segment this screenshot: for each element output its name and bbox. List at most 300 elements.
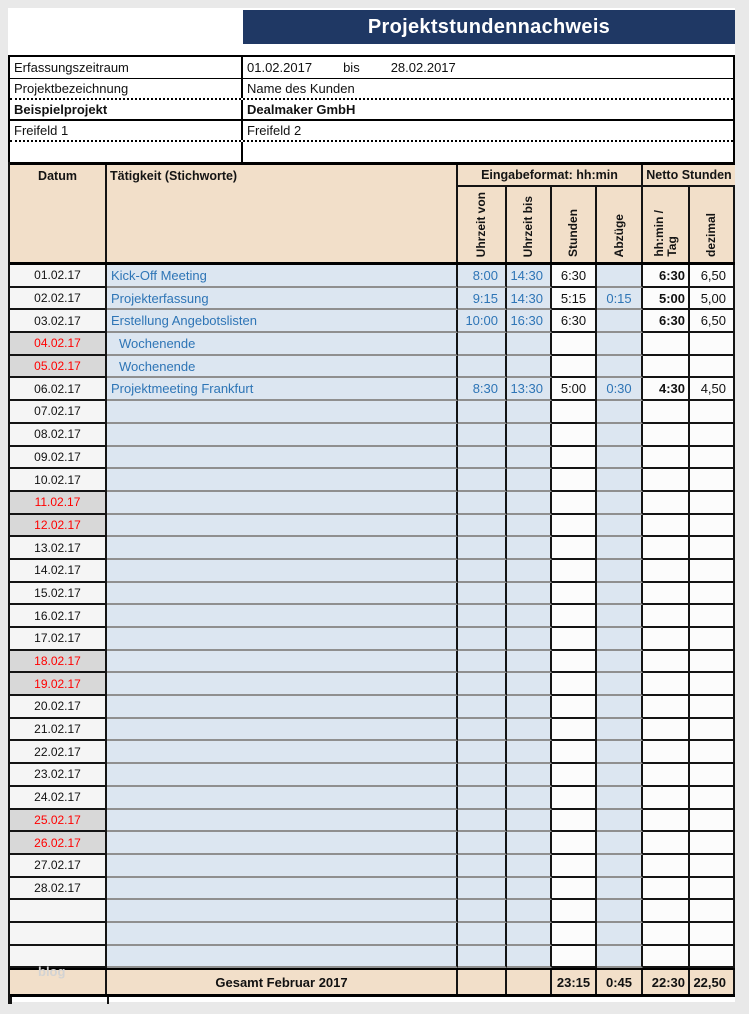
activity-cell[interactable] xyxy=(107,651,458,674)
time-to-cell[interactable] xyxy=(507,628,552,651)
activity-cell[interactable] xyxy=(107,923,458,946)
date-cell: 05.02.17 xyxy=(10,356,107,379)
hours-cell xyxy=(552,333,597,356)
info-row-freefields xyxy=(10,121,733,142)
net-time-cell xyxy=(643,696,690,719)
deduction-cell[interactable] xyxy=(597,764,643,787)
footer-to-cell xyxy=(507,970,552,994)
time-to-cell[interactable]: 16:30 xyxy=(507,310,552,333)
net-time-cell xyxy=(643,810,690,833)
hours-cell xyxy=(552,719,597,742)
activity-cell[interactable] xyxy=(107,832,458,855)
table-row xyxy=(10,923,735,946)
net-time-cell: 5:00 xyxy=(643,288,690,311)
deduction-cell[interactable] xyxy=(597,537,643,560)
footer-hours-total: 23:15 xyxy=(552,970,597,994)
free-field-1[interactable]: Freifeld 1 xyxy=(10,121,243,140)
time-from-cell[interactable] xyxy=(458,923,507,946)
time-from-cell[interactable] xyxy=(458,628,507,651)
date-cell: 04.02.17 xyxy=(10,333,107,356)
activity-cell[interactable] xyxy=(107,447,458,470)
header-col-decimal: dezimal xyxy=(690,187,735,262)
time-from-cell[interactable] xyxy=(458,401,507,424)
decimal-cell xyxy=(690,764,735,787)
footer-from-cell xyxy=(458,970,507,994)
header-net-group: Netto Stunden xyxy=(643,165,735,187)
info-row-empty xyxy=(10,142,733,162)
net-time-cell: 4:30 xyxy=(643,378,690,401)
net-time-cell xyxy=(643,583,690,606)
decimal-cell xyxy=(690,855,735,878)
deduction-cell[interactable]: 0:30 xyxy=(597,378,643,401)
decimal-cell xyxy=(690,696,735,719)
deduction-cell[interactable] xyxy=(597,310,643,333)
decimal-cell xyxy=(690,356,735,379)
time-to-cell[interactable] xyxy=(507,560,552,583)
page-title-text: Projektstundennachweis xyxy=(367,15,611,38)
deduction-cell[interactable] xyxy=(597,651,643,674)
date-cell: 15.02.17 xyxy=(10,583,107,606)
time-from-cell[interactable] xyxy=(458,719,507,742)
hours-cell xyxy=(552,605,597,628)
net-time-cell: 6:30 xyxy=(643,310,690,333)
date-cell: 22.02.17 xyxy=(10,741,107,764)
date-cell: 16.02.17 xyxy=(10,605,107,628)
time-from-cell[interactable] xyxy=(458,356,507,379)
hours-cell xyxy=(552,515,597,538)
date-cell: 09.02.17 xyxy=(10,447,107,470)
time-to-cell[interactable] xyxy=(507,832,552,855)
time-to-cell[interactable] xyxy=(507,900,552,923)
time-to-cell[interactable] xyxy=(507,447,552,470)
deduction-cell[interactable] xyxy=(597,810,643,833)
period-start[interactable]: 01.02.2017 xyxy=(247,60,313,75)
table-row xyxy=(10,310,735,333)
activity-cell[interactable] xyxy=(107,469,458,492)
header-activity-spacer xyxy=(107,187,458,262)
hours-cell xyxy=(552,537,597,560)
table-row xyxy=(10,900,735,923)
date-cell: 19.02.17 xyxy=(10,673,107,696)
info-row-period xyxy=(10,57,733,79)
date-cell: 12.02.17 xyxy=(10,515,107,538)
net-time-cell xyxy=(643,946,690,969)
net-time-cell xyxy=(643,356,690,379)
decimal-cell xyxy=(690,605,735,628)
decimal-cell xyxy=(690,741,735,764)
deduction-cell[interactable] xyxy=(597,469,643,492)
date-cell: 07.02.17 xyxy=(10,401,107,424)
activity-cell[interactable] xyxy=(107,515,458,538)
activity-cell[interactable] xyxy=(107,764,458,787)
decimal-cell xyxy=(690,583,735,606)
activity-cell[interactable] xyxy=(107,583,458,606)
time-to-cell[interactable] xyxy=(507,356,552,379)
time-from-cell[interactable] xyxy=(458,447,507,470)
decimal-cell xyxy=(690,333,735,356)
info-row-example xyxy=(10,100,733,121)
activity-cell[interactable]: Kick-Off Meeting xyxy=(107,265,458,288)
header-col-net: hh:min / Tag xyxy=(643,187,690,262)
net-time-cell xyxy=(643,605,690,628)
hours-cell xyxy=(552,946,597,969)
table-row xyxy=(10,855,735,878)
activity-cell[interactable] xyxy=(107,878,458,901)
activity-cell[interactable]: Projektmeeting Frankfurt xyxy=(107,378,458,401)
decimal-cell xyxy=(690,447,735,470)
decimal-cell: 4,50 xyxy=(690,378,735,401)
net-time-cell xyxy=(643,878,690,901)
deduction-cell[interactable] xyxy=(597,741,643,764)
table-footer xyxy=(10,968,735,997)
net-time-cell xyxy=(643,923,690,946)
date-cell xyxy=(10,923,107,946)
deduction-cell[interactable] xyxy=(597,560,643,583)
hours-cell xyxy=(552,401,597,424)
time-from-cell[interactable] xyxy=(458,741,507,764)
hours-cell xyxy=(552,741,597,764)
deduction-cell[interactable] xyxy=(597,946,643,969)
deduction-cell[interactable] xyxy=(597,696,643,719)
activity-cell[interactable] xyxy=(107,855,458,878)
time-to-cell[interactable] xyxy=(507,605,552,628)
date-cell xyxy=(10,900,107,923)
time-to-cell[interactable] xyxy=(507,515,552,538)
activity-cell[interactable] xyxy=(107,537,458,560)
hours-cell xyxy=(552,424,597,447)
table-row xyxy=(10,946,735,969)
table-row xyxy=(10,401,735,424)
time-from-cell[interactable] xyxy=(458,673,507,696)
table-row xyxy=(10,515,735,538)
date-cell: 11.02.17 xyxy=(10,492,107,515)
time-to-cell[interactable] xyxy=(507,492,552,515)
header-date-spacer xyxy=(10,187,107,262)
net-time-cell xyxy=(643,651,690,674)
time-to-cell[interactable] xyxy=(507,469,552,492)
time-to-cell[interactable] xyxy=(507,673,552,696)
time-from-cell[interactable] xyxy=(458,537,507,560)
table-row xyxy=(10,447,735,470)
header-date: Datum xyxy=(10,165,107,187)
decimal-cell xyxy=(690,492,735,515)
activity-cell[interactable] xyxy=(107,492,458,515)
time-to-cell[interactable] xyxy=(507,651,552,674)
activity-cell[interactable] xyxy=(107,401,458,424)
decimal-cell xyxy=(690,787,735,810)
time-from-cell[interactable] xyxy=(458,764,507,787)
time-from-cell[interactable] xyxy=(458,787,507,810)
decimal-cell xyxy=(690,878,735,901)
time-to-cell[interactable] xyxy=(507,855,552,878)
date-cell: 13.02.17 xyxy=(10,537,107,560)
net-time-cell xyxy=(643,764,690,787)
deduction-cell[interactable] xyxy=(597,900,643,923)
net-time-cell xyxy=(643,900,690,923)
table-row xyxy=(10,605,735,628)
project-label: Projektbezeichnung xyxy=(10,79,243,98)
decimal-cell xyxy=(690,560,735,583)
date-cell: 23.02.17 xyxy=(10,764,107,787)
header-col-hours: Stunden xyxy=(552,187,597,262)
net-time-cell xyxy=(643,741,690,764)
decimal-cell: 5,00 xyxy=(690,288,735,311)
decimal-cell xyxy=(690,424,735,447)
deduction-cell[interactable]: 0:15 xyxy=(597,288,643,311)
activity-cell[interactable] xyxy=(107,560,458,583)
decimal-cell xyxy=(690,923,735,946)
decimal-cell: 6,50 xyxy=(690,265,735,288)
period-end[interactable]: 28.02.2017 xyxy=(390,60,456,75)
timesheet-page xyxy=(8,8,735,1002)
activity-cell[interactable]: Erstellung Angebotslisten xyxy=(107,310,458,333)
hours-cell xyxy=(552,810,597,833)
deduction-cell[interactable] xyxy=(597,878,643,901)
activity-cell[interactable] xyxy=(107,628,458,651)
activity-cell[interactable] xyxy=(107,900,458,923)
period-label: Erfassungszeitraum xyxy=(10,57,243,78)
time-from-cell[interactable]: 8:30 xyxy=(458,378,507,401)
period-separator: bis xyxy=(343,60,360,75)
time-to-cell[interactable] xyxy=(507,424,552,447)
hours-cell xyxy=(552,651,597,674)
date-cell: 02.02.17 xyxy=(10,288,107,311)
activity-cell[interactable]: Projekterfassung xyxy=(107,288,458,311)
deduction-cell[interactable] xyxy=(597,447,643,470)
watermark-text: blog xyxy=(38,964,66,979)
hours-cell: 5:15 xyxy=(552,288,597,311)
column-border-remnant xyxy=(107,997,109,1004)
date-cell: 01.02.17 xyxy=(10,265,107,288)
time-to-cell[interactable] xyxy=(507,401,552,424)
activity-cell[interactable] xyxy=(107,696,458,719)
decimal-cell xyxy=(690,832,735,855)
decimal-cell xyxy=(690,401,735,424)
date-cell: 03.02.17 xyxy=(10,310,107,333)
date-cell: 17.02.17 xyxy=(10,628,107,651)
deduction-cell[interactable] xyxy=(597,333,643,356)
header-col-to: Uhrzeit bis xyxy=(507,187,552,262)
deduction-cell[interactable] xyxy=(597,855,643,878)
date-cell: 25.02.17 xyxy=(10,810,107,833)
net-time-cell xyxy=(643,855,690,878)
time-to-cell[interactable] xyxy=(507,583,552,606)
table-row xyxy=(10,719,735,742)
hours-cell xyxy=(552,628,597,651)
time-from-cell[interactable] xyxy=(458,333,507,356)
date-cell: 08.02.17 xyxy=(10,424,107,447)
time-from-cell[interactable] xyxy=(458,605,507,628)
time-to-cell[interactable] xyxy=(507,787,552,810)
net-time-cell xyxy=(643,719,690,742)
decimal-cell xyxy=(690,628,735,651)
deduction-cell[interactable] xyxy=(597,923,643,946)
net-time-cell xyxy=(643,424,690,447)
time-from-cell[interactable] xyxy=(458,878,507,901)
decimal-cell xyxy=(690,719,735,742)
time-to-cell[interactable]: 13:30 xyxy=(507,378,552,401)
decimal-cell xyxy=(690,810,735,833)
hours-cell xyxy=(552,492,597,515)
time-to-cell[interactable] xyxy=(507,696,552,719)
net-time-cell xyxy=(643,447,690,470)
timesheet-table xyxy=(8,162,735,1004)
table-row xyxy=(10,628,735,651)
deduction-cell[interactable] xyxy=(597,424,643,447)
table-row xyxy=(10,878,735,901)
empty-value-cell xyxy=(243,142,733,162)
decimal-cell: 6,50 xyxy=(690,310,735,333)
hours-cell xyxy=(552,787,597,810)
time-from-cell[interactable] xyxy=(458,900,507,923)
time-from-cell[interactable] xyxy=(458,696,507,719)
time-from-cell[interactable] xyxy=(458,492,507,515)
date-cell: 10.02.17 xyxy=(10,469,107,492)
net-time-cell xyxy=(643,832,690,855)
date-cell: 26.02.17 xyxy=(10,832,107,855)
example-project-label: Beispielprojekt xyxy=(10,100,243,119)
table-bottom-remnant xyxy=(10,997,735,1004)
time-from-cell[interactable] xyxy=(458,832,507,855)
table-row xyxy=(10,333,735,356)
activity-cell[interactable] xyxy=(107,719,458,742)
time-from-cell[interactable]: 10:00 xyxy=(458,310,507,333)
header-col-from: Uhrzeit von xyxy=(458,187,507,262)
deduction-cell[interactable] xyxy=(597,787,643,810)
net-time-cell xyxy=(643,333,690,356)
time-from-cell[interactable] xyxy=(458,515,507,538)
deduction-cell[interactable] xyxy=(597,356,643,379)
example-project-value[interactable]: Dealmaker GmbH xyxy=(247,102,356,117)
net-time-cell: 6:30 xyxy=(643,265,690,288)
table-row xyxy=(10,378,735,401)
time-to-cell[interactable] xyxy=(507,878,552,901)
time-to-cell[interactable]: 14:30 xyxy=(507,288,552,311)
deduction-cell[interactable] xyxy=(597,605,643,628)
net-time-cell xyxy=(643,560,690,583)
time-to-cell[interactable] xyxy=(507,741,552,764)
activity-cell[interactable] xyxy=(107,673,458,696)
table-row xyxy=(10,810,735,833)
time-from-cell[interactable] xyxy=(458,651,507,674)
time-from-cell[interactable] xyxy=(458,855,507,878)
activity-cell[interactable] xyxy=(107,605,458,628)
time-from-cell[interactable] xyxy=(458,424,507,447)
decimal-cell xyxy=(690,651,735,674)
deduction-cell[interactable] xyxy=(597,628,643,651)
activity-cell[interactable] xyxy=(107,810,458,833)
deduction-cell[interactable] xyxy=(597,719,643,742)
time-to-cell[interactable] xyxy=(507,923,552,946)
date-cell: 24.02.17 xyxy=(10,787,107,810)
table-row xyxy=(10,288,735,311)
time-to-cell[interactable] xyxy=(507,764,552,787)
net-time-cell xyxy=(643,515,690,538)
net-time-cell xyxy=(643,469,690,492)
table-row xyxy=(10,265,735,288)
table-row xyxy=(10,492,735,515)
deduction-cell[interactable] xyxy=(597,265,643,288)
table-row xyxy=(10,741,735,764)
date-cell: 20.02.17 xyxy=(10,696,107,719)
decimal-cell xyxy=(690,900,735,923)
activity-cell[interactable] xyxy=(107,741,458,764)
time-to-cell[interactable] xyxy=(507,537,552,560)
decimal-cell xyxy=(690,946,735,969)
deduction-cell[interactable] xyxy=(597,492,643,515)
activity-cell[interactable] xyxy=(107,946,458,969)
time-from-cell[interactable] xyxy=(458,560,507,583)
net-time-cell xyxy=(643,537,690,560)
info-row-project xyxy=(10,79,733,100)
table-row xyxy=(10,583,735,606)
decimal-cell xyxy=(690,673,735,696)
info-block xyxy=(8,55,735,162)
time-to-cell[interactable]: 14:30 xyxy=(507,265,552,288)
footer-decimal-total: 22,50 xyxy=(690,970,735,994)
hours-cell xyxy=(552,878,597,901)
time-from-cell[interactable] xyxy=(458,583,507,606)
activity-cell[interactable]: Wochenende xyxy=(107,333,458,356)
time-from-cell[interactable]: 9:15 xyxy=(458,288,507,311)
time-from-cell[interactable] xyxy=(458,946,507,969)
decimal-cell xyxy=(690,515,735,538)
time-to-cell[interactable] xyxy=(507,333,552,356)
activity-cell[interactable]: Wochenende xyxy=(107,356,458,379)
table-row xyxy=(10,560,735,583)
page-title xyxy=(243,10,735,44)
deduction-cell[interactable] xyxy=(597,515,643,538)
table-row xyxy=(10,764,735,787)
deduction-cell[interactable] xyxy=(597,832,643,855)
hours-cell xyxy=(552,923,597,946)
hours-cell: 6:30 xyxy=(552,310,597,333)
free-field-2[interactable]: Freifeld 2 xyxy=(247,123,302,138)
activity-cell[interactable] xyxy=(107,424,458,447)
hours-cell xyxy=(552,900,597,923)
deduction-cell[interactable] xyxy=(597,401,643,424)
time-from-cell[interactable] xyxy=(458,810,507,833)
hours-cell xyxy=(552,673,597,696)
header-input-group: Eingabeformat: hh:min xyxy=(458,165,643,187)
activity-cell[interactable] xyxy=(107,787,458,810)
time-from-cell[interactable] xyxy=(458,469,507,492)
decimal-cell xyxy=(690,469,735,492)
time-to-cell[interactable] xyxy=(507,810,552,833)
table-row xyxy=(10,651,735,674)
period-value-cell[interactable] xyxy=(243,57,733,78)
table-row xyxy=(10,673,735,696)
hours-cell xyxy=(552,855,597,878)
footer-net-total: 22:30 xyxy=(643,970,690,994)
net-time-cell xyxy=(643,673,690,696)
net-time-cell xyxy=(643,492,690,515)
footer-total-label: Gesamt Februar 2017 xyxy=(107,970,458,994)
decimal-cell xyxy=(690,537,735,560)
deduction-cell[interactable] xyxy=(597,583,643,606)
time-to-cell[interactable] xyxy=(507,719,552,742)
time-from-cell[interactable]: 8:00 xyxy=(458,265,507,288)
hours-cell xyxy=(552,696,597,719)
deduction-cell[interactable] xyxy=(597,673,643,696)
net-time-cell xyxy=(643,628,690,651)
date-cell: 14.02.17 xyxy=(10,560,107,583)
hours-cell xyxy=(552,832,597,855)
date-cell: 27.02.17 xyxy=(10,855,107,878)
header-col-deduction: Abzüge xyxy=(597,187,643,262)
project-value[interactable]: Name des Kunden xyxy=(247,81,355,96)
time-to-cell[interactable] xyxy=(507,946,552,969)
